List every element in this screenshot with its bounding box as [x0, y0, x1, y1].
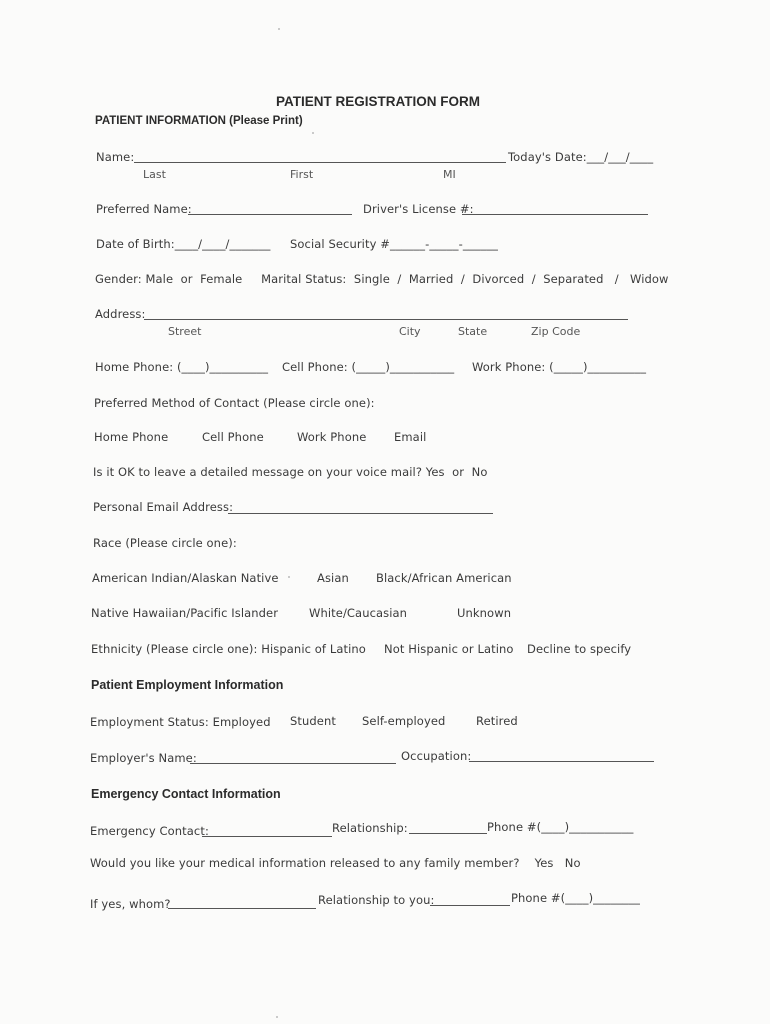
name-sub-mi: MI: [443, 168, 456, 181]
if-yes-phone-field[interactable]: Phone #(____)________: [511, 891, 640, 905]
if-yes-whom-label: If yes, whom?: [90, 897, 171, 911]
race-option-white[interactable]: White/Caucasian: [309, 606, 408, 620]
emergency-contact-field[interactable]: [202, 836, 332, 837]
name-sub-last: Last: [143, 168, 166, 181]
voice-mail-question[interactable]: Is it OK to leave a detailed message on your voice mail? Yes or No: [93, 465, 488, 479]
ethnicity-not-hispanic-option[interactable]: Not Hispanic or Latino: [384, 642, 514, 656]
occupation-field[interactable]: [469, 761, 654, 762]
emergency-relationship-field[interactable]: [409, 833, 487, 834]
occupation-label: Occupation:: [401, 749, 472, 763]
gender-marital-status[interactable]: Gender: Male or Female Marital Status: Single / Married / Divorced / Separated / Widow: [95, 272, 669, 286]
email-label: Personal Email Address:: [93, 500, 234, 514]
address-sub-city: City: [399, 325, 421, 338]
section-emergency-contact: Emergency Contact Information: [91, 787, 281, 801]
preferred-name-label: Preferred Name:: [96, 202, 192, 216]
name-label: Name:: [96, 150, 135, 164]
address-sub-state: State: [458, 325, 488, 338]
ethnicity-decline-option[interactable]: Decline to specify: [527, 642, 632, 656]
scan-speck: [312, 132, 314, 134]
relationship-to-you-field[interactable]: [430, 905, 510, 906]
form-title: PATIENT REGISTRATION FORM: [276, 94, 480, 109]
address-sub-zip: Zip Code: [531, 325, 581, 338]
scan-speck: [278, 28, 280, 30]
address-label: Address:: [95, 307, 146, 321]
date-of-birth-field[interactable]: Date of Birth:____/____/_______: [96, 237, 271, 251]
name-sub-first: First: [290, 168, 314, 181]
race-option-native-hawaiian[interactable]: Native Hawaiian/Pacific Islander: [91, 606, 279, 620]
scan-speck: [276, 1016, 278, 1018]
release-info-question[interactable]: Would you like your medical information released to any family member? Yes No: [90, 856, 581, 870]
employer-name-field[interactable]: [190, 763, 396, 764]
employment-status-employed[interactable]: Employment Status: Employed: [90, 715, 271, 729]
name-field[interactable]: [134, 162, 506, 163]
contact-option-home-phone[interactable]: Home Phone: [94, 430, 169, 444]
preferred-name-field[interactable]: [188, 214, 352, 215]
cell-phone-field[interactable]: Cell Phone: (_____)___________: [282, 360, 455, 374]
race-option-american-indian[interactable]: American Indian/Alaskan Native: [92, 571, 279, 585]
contact-option-work-phone[interactable]: Work Phone: [297, 430, 367, 444]
todays-date-field[interactable]: Today's Date:___/___/____: [508, 150, 654, 164]
emergency-contact-label: Emergency Contact:: [90, 824, 209, 838]
scan-speck: [288, 576, 290, 578]
preferred-contact-label: Preferred Method of Contact (Please circle one):: [94, 396, 375, 410]
race-label: Race (Please circle one):: [93, 536, 237, 550]
section-patient-information: PATIENT INFORMATION (Please Print): [95, 115, 303, 127]
address-sub-street: Street: [168, 325, 202, 338]
employment-option-student[interactable]: Student: [290, 714, 336, 728]
email-field[interactable]: [228, 513, 493, 514]
drivers-license-label: Driver's License #:: [363, 202, 474, 216]
social-security-field[interactable]: Social Security #______-_____-______: [290, 237, 498, 251]
drivers-license-field[interactable]: [462, 214, 648, 215]
emergency-phone-field[interactable]: Phone #(____)___________: [487, 820, 634, 834]
race-option-black[interactable]: Black/African American: [376, 571, 512, 585]
relationship-to-you-label: Relationship to you:: [318, 893, 435, 907]
race-option-unknown[interactable]: Unknown: [457, 606, 512, 620]
employment-option-retired[interactable]: Retired: [476, 714, 518, 728]
contact-option-cell-phone[interactable]: Cell Phone: [202, 430, 264, 444]
emergency-relationship-label: Relationship:: [332, 821, 408, 835]
contact-option-email[interactable]: Email: [394, 430, 427, 444]
race-option-asian[interactable]: Asian: [317, 571, 349, 585]
address-field[interactable]: [144, 319, 628, 320]
section-employment: Patient Employment Information: [91, 678, 284, 692]
ethnicity-hispanic-option[interactable]: Ethnicity (Please circle one): Hispanic of Latino: [91, 642, 366, 656]
employer-name-label: Employer's Name:: [90, 751, 197, 765]
if-yes-whom-field[interactable]: [168, 908, 316, 909]
work-phone-field[interactable]: Work Phone: (_____)__________: [472, 360, 647, 374]
home-phone-field[interactable]: Home Phone: (____)__________: [95, 360, 269, 374]
employment-option-self-employed[interactable]: Self-employed: [362, 714, 446, 728]
